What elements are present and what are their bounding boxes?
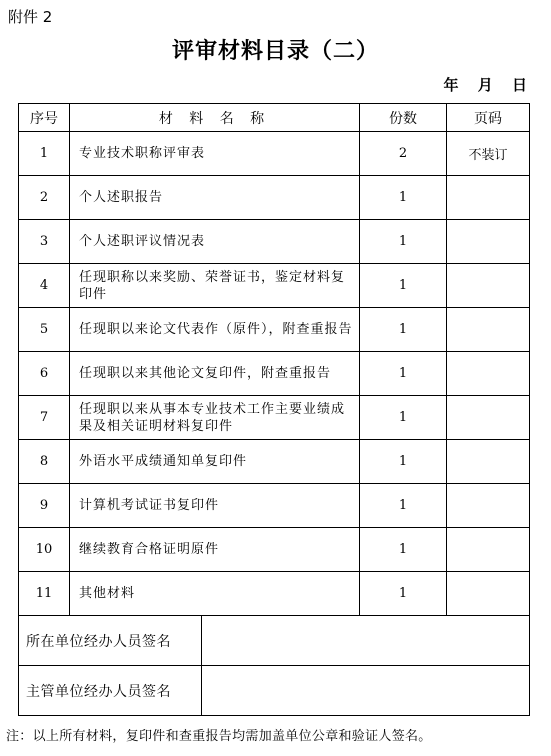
row-page [447, 176, 530, 220]
header-copies: 份数 [360, 104, 447, 132]
row-copies: 1 [360, 308, 447, 352]
row-seq: 5 [19, 308, 70, 352]
row-material-name: 计算机考试证书复印件 [70, 484, 360, 528]
row-material-name: 任现职以来论文代表作（原件），附查重报告 [70, 308, 360, 352]
header-seq: 序号 [19, 104, 70, 132]
row-copies: 1 [360, 484, 447, 528]
row-page: 不装订 [447, 132, 530, 176]
row-material-name: 外语水平成绩通知单复印件 [70, 440, 360, 484]
row-page [447, 572, 530, 616]
row-seq: 9 [19, 484, 70, 528]
row-page [447, 352, 530, 396]
table-row [19, 308, 530, 352]
header-page: 页码 [447, 104, 530, 132]
signature-row [19, 666, 530, 716]
signature-input-area[interactable] [202, 616, 529, 665]
row-seq: 11 [19, 572, 70, 616]
table-row [19, 396, 530, 440]
table-row [19, 572, 530, 616]
row-seq: 10 [19, 528, 70, 572]
page-title: 评审材料目录（二） [171, 39, 379, 64]
table-row [19, 176, 530, 220]
row-copies: 1 [360, 440, 447, 484]
row-material-name: 任现职以来其他论文复印件，附查重报告 [70, 352, 360, 396]
row-seq: 7 [19, 396, 70, 440]
row-copies: 2 [360, 132, 447, 176]
row-page [447, 308, 530, 352]
row-seq: 6 [19, 352, 70, 396]
row-page [447, 484, 530, 528]
footnote: 注：以上所有材料，复印件和查重报告均需加盖单位公章和验证人签名。 [6, 729, 432, 744]
signature-label-text: 主管单位经办人员签名 [19, 666, 202, 715]
row-page [447, 440, 530, 484]
row-copies: 1 [360, 572, 447, 616]
table-row [19, 132, 530, 176]
row-material-name: 专业技术职称评审表 [70, 132, 360, 176]
row-page [447, 396, 530, 440]
row-copies: 1 [360, 396, 447, 440]
table-row [19, 528, 530, 572]
row-seq: 8 [19, 440, 70, 484]
row-page [447, 264, 530, 308]
header-name: 材 料 名 称 [70, 104, 360, 132]
table-row [19, 352, 530, 396]
table-header-row [19, 104, 530, 132]
row-material-name: 继续教育合格证明原件 [70, 528, 360, 572]
row-page [447, 220, 530, 264]
table-body [19, 132, 530, 616]
signature-label-text: 所在单位经办人员签名 [19, 616, 202, 665]
attachment-label: 附件 2 [8, 8, 53, 26]
row-copies: 1 [360, 352, 447, 396]
row-seq: 3 [19, 220, 70, 264]
signature-cell-group [19, 666, 529, 715]
materials-table [18, 103, 530, 716]
signature-label [19, 616, 530, 666]
row-material-name: 个人述职报告 [70, 176, 360, 220]
table-row [19, 484, 530, 528]
table-row [19, 440, 530, 484]
signature-cell-group [19, 616, 529, 665]
signature-label [19, 666, 530, 716]
row-copies: 1 [360, 220, 447, 264]
row-seq: 4 [19, 264, 70, 308]
row-material-name: 任现职称以来奖励、荣誉证书，鉴定材料复印件 [70, 264, 360, 308]
table-row [19, 264, 530, 308]
signature-input-area[interactable] [202, 666, 529, 715]
row-material-name: 其他材料 [70, 572, 360, 616]
row-copies: 1 [360, 264, 447, 308]
table-row [19, 220, 530, 264]
signature-row [19, 616, 530, 666]
date-line: 年 月 日 [443, 76, 527, 94]
row-material-name: 任现职以来从事本专业技术工作主要业绩成果及相关证明材料复印件 [70, 396, 360, 440]
row-seq: 2 [19, 176, 70, 220]
row-copies: 1 [360, 176, 447, 220]
row-page [447, 528, 530, 572]
row-copies: 1 [360, 528, 447, 572]
row-seq: 1 [19, 132, 70, 176]
signature-section [19, 616, 530, 716]
row-material-name: 个人述职评议情况表 [70, 220, 360, 264]
